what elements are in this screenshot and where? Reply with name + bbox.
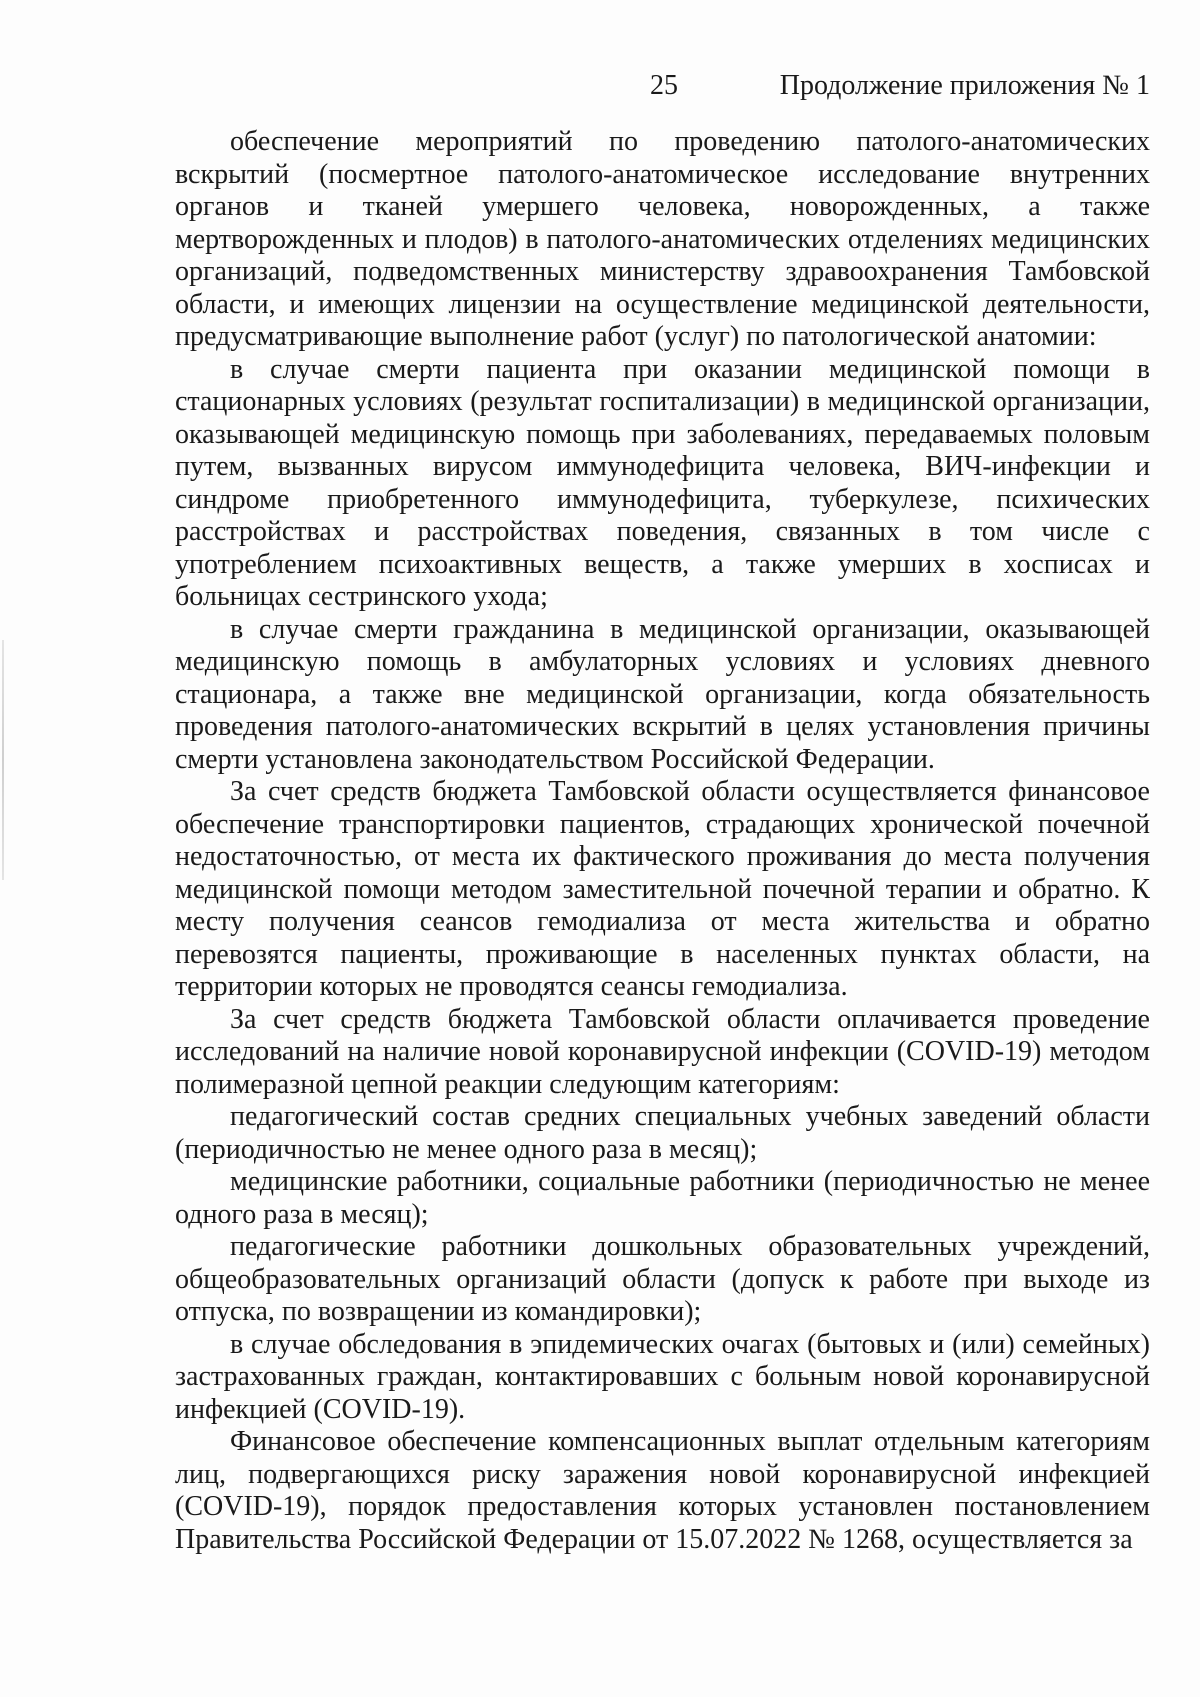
page-number: 25 bbox=[650, 70, 678, 101]
paragraph-preschool-workers: педагогические работники дошкольных образовательных учреждений, общеобразовательных организаций области (допуск к работе при выходе из отпуска, по возвращении из командировки); bbox=[175, 1231, 1150, 1327]
paragraph-compensation-payments: Финансовое обеспечение компенсационных выплат отдельным категориям лиц, подвергающихся риску заражения новой коронавирусной инфекцией (COVID-19), порядок предоставления которых установлен постановлением Правительства Российской Федерации от 15.07.2022 № 1268, осуществляется за bbox=[175, 1426, 1150, 1555]
document-body bbox=[175, 126, 1150, 1556]
paragraph-teaching-staff: педагогический состав средних специальных учебных заведений области (периодичностью не менее одного раза в месяц); bbox=[175, 1101, 1150, 1165]
paragraph-autopsy-funding: обеспечение мероприятий по проведению патолого-анатомических вскрытий (посмертное патолого-анатомическое исследование внутренних органов и тканей умершего человека, новорожденных, а также мертворожденных и плодов) в патолого-анатомических отделениях медицинских организаций, подведомственных министерству здравоохранения Тамбовской области, и имеющих лицензии на осуществление медицинской деятельности, предусматривающие выполнение работ (услуг) по патологической анатомии: bbox=[175, 126, 1150, 352]
scan-edge-mark bbox=[2, 640, 4, 880]
page-header bbox=[175, 70, 1150, 110]
appendix-continuation-label: Продолжение приложения № 1 bbox=[779, 70, 1150, 101]
paragraph-dialysis-transport: За счет средств бюджета Тамбовской области осуществляется финансовое обеспечение транспортировки пациентов, страдающих хронической почечной недостаточностью, от места их фактического проживания до места получения медицинской помощи методом заместительной почечной терапии и обратно. К месту получения сеансов гемодиализа от места жительства и обратно перевозятся пациенты, проживающие в населенных пунктах области, на территории которых не проводятся сеансы гемодиализа. bbox=[175, 776, 1150, 1002]
paragraph-inpatient-death: в случае смерти пациента при оказании медицинской помощи в стационарных условиях (результат госпитализации) в медицинской организации, оказывающей медицинскую помощь при заболеваниях, передаваемых половым путем, вызванных вирусом иммунодефицита человека, ВИЧ-инфекции и синдроме приобретенного иммунодефицита, туберкулезе, психических расстройствах и расстройствах поведения, связанных в том числе с употреблением психоактивных веществ, а также умерших в хосписах и больницах сестринского ухода; bbox=[175, 353, 1150, 612]
paragraph-epidemic-foci: в случае обследования в эпидемических очагах (бытовых и (или) семейных) застрахованных граждан, контактировавших с больным новой коронавирусной инфекцией (COVID-19). bbox=[175, 1328, 1150, 1425]
paragraph-covid-testing: За счет средств бюджета Тамбовской области оплачивается проведение исследований на наличие новой коронавирусной инфекции (COVID-19) методом полимеразной цепной реакции следующим категориям: bbox=[175, 1003, 1150, 1100]
paragraph-medical-workers: медицинские работники, социальные работники (периодичностью не менее одного раза в месяц); bbox=[175, 1166, 1150, 1230]
paragraph-outpatient-death: в случае смерти гражданина в медицинской организации, оказывающей медицинскую помощь в амбулаторных условиях и условиях дневного стационара, а также вне медицинской организации, когда обязательность проведения патолого-анатомических вскрытий в целях установления причины смерти установлена законодательством Российской Федерации. bbox=[175, 613, 1150, 775]
